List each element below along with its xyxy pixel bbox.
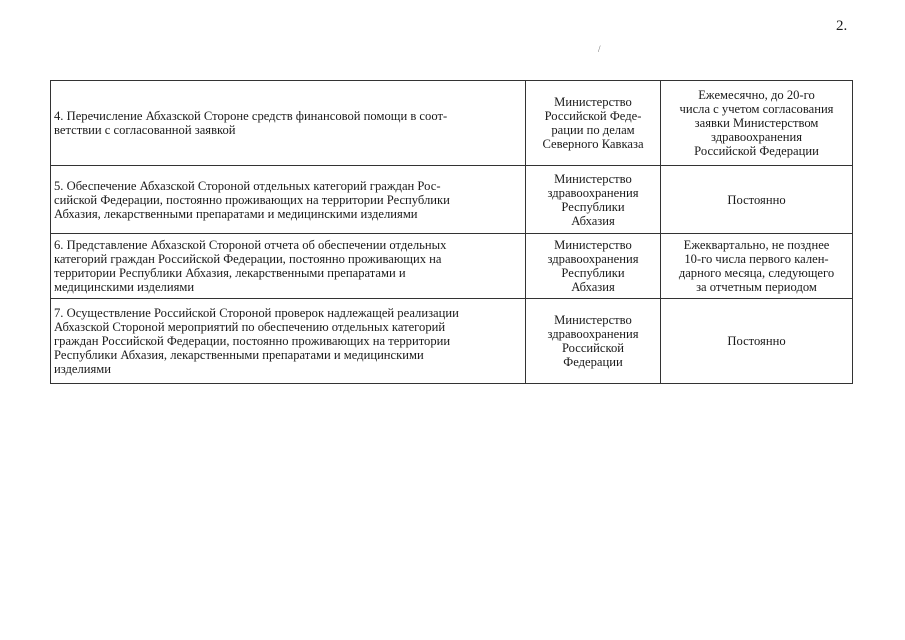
action-cell: 4. Перечисление Абхазской Стороне средств финансовой помощи в соот- ветствии с согласованной заявкой (51, 81, 526, 166)
table-row (51, 234, 853, 299)
scan-mark: / (598, 44, 601, 54)
action-cell: 7. Осуществление Российской Стороной проверок надлежащей реализации Абхазской Стороной мероприятий по обеспечению отдельных категорий граждан Российской Федерации, постоянно проживающих на территории Республики Абхазия, лекарственными препаратами и медицинскими изделиями (51, 299, 526, 384)
deadline-cell: Постоянно (661, 299, 853, 384)
responsible-cell: Министерство здравоохранения Российской Федерации (526, 299, 661, 384)
responsible-cell: Министерство здравоохранения Республики Абхазия (526, 166, 661, 234)
action-cell: 5. Обеспечение Абхазской Стороной отдельных категорий граждан Рос- сийской Федерации, постоянно проживающих на территории Республики Абхазия, лекарственными препаратами и медицинскими изделиями (51, 166, 526, 234)
deadline-cell: Ежемесячно, до 20-го числа с учетом согласования заявки Министерством здравоохранения Российской Федерации (661, 81, 853, 166)
deadline-cell: Постоянно (661, 166, 853, 234)
measures-table (50, 80, 853, 384)
action-cell: 6. Представление Абхазской Стороной отчета об обеспечении отдельных категорий граждан Российской Федерации, постоянно проживающих на территории Республики Абхазия, лекарственными препаратами и медицинскими изделиями (51, 234, 526, 299)
table-row (51, 299, 853, 384)
page-number: 2. (836, 18, 848, 34)
deadline-cell: Ежеквартально, не позднее 10-го числа первого кален- дарного месяца, следующего за отчетным периодом (661, 234, 853, 299)
table-row (51, 166, 853, 234)
responsible-cell: Министерство Российской Феде- рации по делам Северного Кавказа (526, 81, 661, 166)
responsible-cell: Министерство здравоохранения Республики Абхазия (526, 234, 661, 299)
table-row (51, 81, 853, 166)
